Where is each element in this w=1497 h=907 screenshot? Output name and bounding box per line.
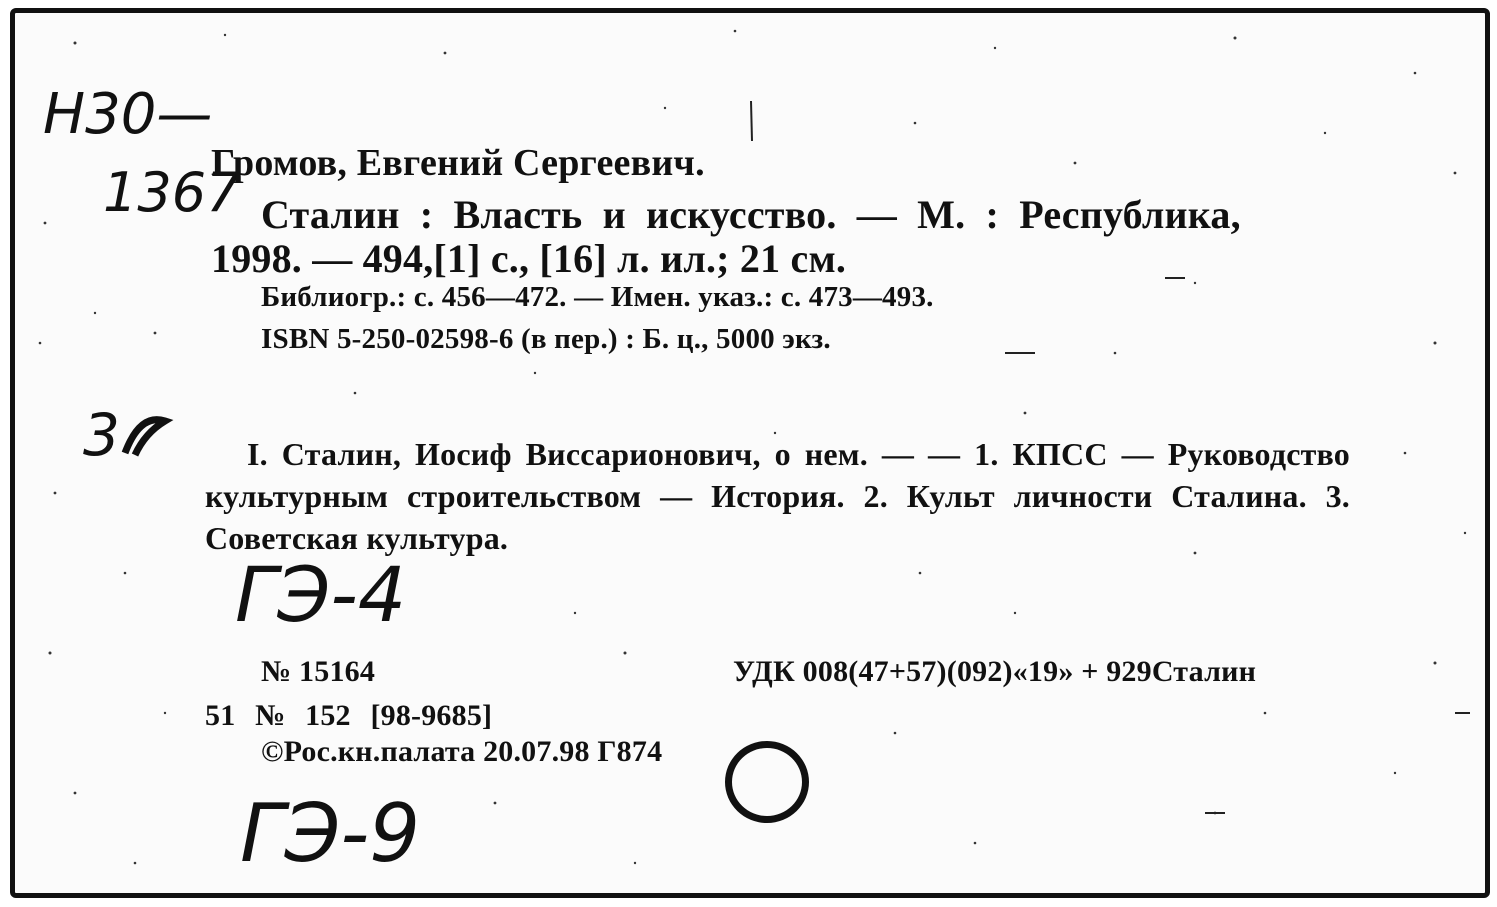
isbn-line: ISBN 5-250-02598-6 (в пер.) : Б. ц., 5000 экз. (261, 323, 831, 355)
svg-text:1367: 1367 (103, 161, 241, 221)
svg-text:ГЭ-9: ГЭ-9 (240, 787, 421, 880)
bibliography-notes: Библиогр.: с. 456—472. — Имен. указ.: с. 473—493. (261, 281, 934, 313)
handwritten-code-2 (240, 773, 460, 883)
record-number-secondary: 51 № 152 [98-9685] (205, 699, 493, 732)
svg-text:ГЭ-4: ГЭ-4 (235, 550, 407, 639)
publication-details: 1998. — 494,[1] с., [16] л. ил.; 21 см. (211, 236, 847, 281)
subject-headings-text: I. Сталин, Иосиф Виссарионович, о нем. — — 1. КПСС — Руководство культурным строительством — История. 2. Культ личности Сталина. 3. Советская культура. (205, 436, 1350, 556)
author-heading: Громов, Евгений Сергеевич. (211, 142, 705, 184)
stamp-circle (725, 741, 809, 823)
handwritten-code-1 (235, 541, 455, 641)
handwritten-mark-left (75, 393, 175, 473)
title-statement: Сталин : Власть и искусство. — М. : Республика, (261, 192, 1241, 237)
svg-text:Н30—: Н30— (43, 82, 213, 147)
copyright-line: ©Рос.кн.палата 20.07.98 Г874 (261, 735, 663, 768)
record-number: № 15164 (261, 655, 376, 688)
udk-classification: УДК 008(47+57)(092)«19» + 929Сталин (733, 655, 1257, 688)
library-catalog-card (10, 8, 1490, 898)
svg-text:3: 3 (83, 401, 120, 469)
